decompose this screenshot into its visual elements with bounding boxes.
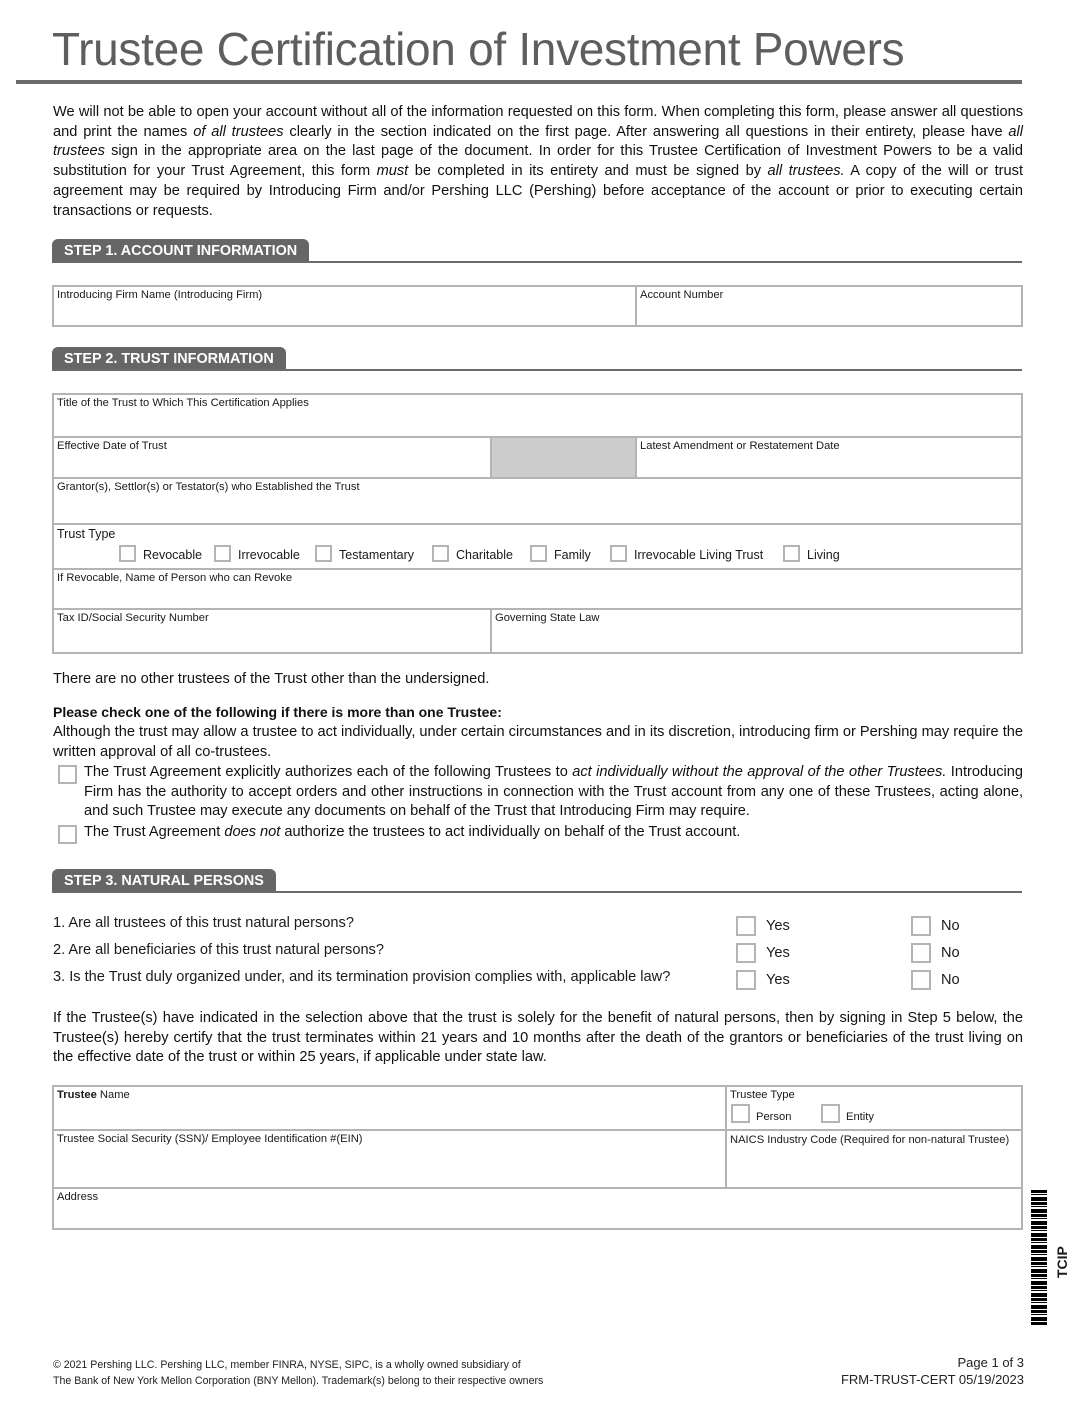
trustee-type-label: Trustee Type	[730, 1089, 795, 1101]
copyright-notice	[53, 1357, 543, 1389]
natural-persons-certification: If the Trustee(s) have indicated in the selection above that the trust is solely for the benefit of natural persons, then by signing in Step 5 below, the Trustee(s) hereby certify that the trust terminates within 21 years and 10 months after the death of the grantors or beneficiaries of the trust living on the effective date of the trust or within 25 years, if applicable under state law.	[53, 1010, 1023, 1066]
q1-no[interactable]	[911, 916, 960, 936]
checkbox-icon[interactable]	[315, 545, 332, 562]
checkbox-icon[interactable]	[610, 545, 627, 562]
option-a-text	[84, 763, 1023, 822]
page-title: Trustee Certification of Investment Powers	[52, 23, 905, 75]
trustee-type-entity[interactable]	[821, 1104, 874, 1123]
option-label: Living	[807, 548, 840, 562]
intro-emphasis: of all trustees	[193, 123, 284, 140]
firm-name-label: Introducing Firm Name (Introducing Firm)	[57, 289, 263, 301]
copyright-line-2: The Bank of New York Mellon Corporation (BNY Mellon). Trademark(s) belong to their respective owners	[53, 1375, 544, 1387]
trust-type-testamentary[interactable]	[315, 545, 414, 562]
intro-text: A copy of the will or trust agreement may be required by Introducing Firm and/or Pershing LLC (Pershing) before acceptance of the account or prior to executing certain transactions or requests.	[53, 163, 1023, 219]
trustee-type-group	[725, 1087, 1021, 1130]
trust-type-charitable[interactable]	[432, 545, 513, 562]
q2-yes[interactable]	[736, 943, 790, 963]
checkbox-icon[interactable]	[736, 970, 756, 990]
intro-paragraph	[53, 103, 1023, 221]
checkbox-icon[interactable]	[783, 545, 800, 562]
step1-table	[52, 285, 1023, 327]
option-a-text-part: Introducing Firm has the authority to accept orders and other instructions in connection with the Trust account from any one of these Trustees, acting alone, and such Trustee may execute any documents on behalf of the Trust that Introducing Firm may require.	[84, 764, 1023, 820]
checkbox-icon[interactable]	[214, 545, 231, 562]
barcode-icon	[1031, 1190, 1047, 1325]
option-label: Charitable	[456, 548, 513, 562]
step2-rule	[52, 369, 1022, 371]
effective-date-label: Effective Date of Trust	[57, 440, 167, 452]
grantors-label: Grantor(s), Settlor(s) or Testator(s) who Established the Trust	[57, 481, 360, 493]
yes-label: Yes	[766, 918, 790, 934]
no-other-trustees-text: There are no other trustees of the Trust other than the undersigned.	[53, 671, 490, 687]
checkbox-icon[interactable]	[119, 545, 136, 562]
tax-id-label: Tax ID/Social Security Number	[57, 612, 209, 624]
multi-trustee-heading: Please check one of the following if there is more than one Trustee:	[53, 704, 502, 720]
account-number-field[interactable]	[635, 287, 1021, 325]
page-info	[841, 1354, 1024, 1388]
q2-no[interactable]	[911, 943, 960, 963]
shaded-blank-cell	[490, 436, 636, 478]
amendment-date-label: Latest Amendment or Restatement Date	[640, 440, 840, 452]
step3-rule	[52, 891, 1022, 893]
firm-name-field[interactable]	[54, 287, 636, 325]
trust-type-irrevocable[interactable]	[214, 545, 300, 562]
revoker-label: If Revocable, Name of Person who can Revoke	[57, 572, 293, 584]
trustee-ssn-field[interactable]	[54, 1129, 726, 1188]
trust-type-living[interactable]	[783, 545, 840, 562]
q1-yes[interactable]	[736, 916, 790, 936]
barcode-label: TCIP	[1054, 1246, 1070, 1278]
intro-text: be completed in its entirety and must be signed by	[408, 163, 768, 180]
step1-header	[52, 239, 1022, 263]
no-label: No	[941, 918, 960, 934]
tax-id-field[interactable]	[54, 608, 491, 652]
step1-heading: STEP 1. ACCOUNT INFORMATION	[52, 239, 309, 263]
q3-yes[interactable]	[736, 970, 790, 990]
option-label: Family	[554, 548, 591, 562]
option-b-text-part: The Trust Agreement	[84, 824, 225, 840]
checkbox-icon[interactable]	[530, 545, 547, 562]
step3-heading: STEP 3. NATURAL PERSONS	[52, 869, 276, 893]
naics-code-field[interactable]	[725, 1129, 1021, 1188]
trust-type-group	[54, 523, 1021, 569]
effective-date-field[interactable]	[54, 436, 491, 478]
naics-code-label: NAICS Industry Code (Required for non-natural Trustee)	[730, 1134, 1010, 1146]
trust-type-irrevocable-living[interactable]	[610, 545, 763, 562]
trustee-ssn-label: Trustee Social Security (SSN)/ Employee Identification #(EIN)	[57, 1133, 363, 1145]
governing-law-label: Governing State Law	[495, 612, 600, 624]
governing-law-field[interactable]	[490, 608, 1021, 652]
trust-title-label: Title of the Trust to Which This Certification Applies	[57, 397, 309, 409]
checkbox-icon[interactable]	[58, 825, 77, 844]
account-number-label: Account Number	[640, 289, 724, 301]
step3-header	[52, 869, 1022, 893]
question-1: 1. Are all trustees of this trust natural persons?	[53, 915, 354, 931]
checkbox-icon[interactable]	[911, 943, 931, 963]
q3-no[interactable]	[911, 970, 960, 990]
address-field[interactable]	[54, 1187, 1021, 1228]
no-label: No	[941, 945, 960, 961]
trust-type-family[interactable]	[530, 545, 591, 562]
trust-title-field[interactable]	[54, 395, 1021, 437]
checkbox-icon[interactable]	[736, 916, 756, 936]
page-number: Page 1 of 3	[957, 1355, 1024, 1370]
amendment-date-field[interactable]	[635, 436, 1021, 478]
trustee-name-label-bold: Trustee	[57, 1089, 97, 1101]
step2-table	[52, 393, 1023, 654]
option-label: Testamentary	[339, 548, 415, 562]
multi-trustee-intro: Although the trust may allow a trustee to act individually, under certain circumstances and in its discretion, introducing firm or Pershing may require the written approval of all co-trustees.	[53, 724, 1023, 760]
intro-emphasis: must	[376, 163, 409, 180]
checkbox-icon[interactable]	[731, 1104, 750, 1123]
intro-text: clearly in the section indicated on the first page. After answering all questions in their entirety, please have	[283, 123, 1009, 140]
option-label: Irrevocable	[238, 548, 300, 562]
step2-header	[52, 347, 1022, 371]
intro-emphasis: all trustees.	[767, 163, 845, 180]
trust-type-revocable[interactable]	[119, 545, 202, 562]
question-3: 3. Is the Trust duly organized under, and its termination provision complies with, applicable law?	[53, 969, 671, 985]
copyright-line-1: © 2021 Pershing LLC. Pershing LLC, member FINRA, NYSE, SIPC, is a wholly owned subsidiary of	[53, 1359, 521, 1371]
grantors-field[interactable]	[54, 477, 1021, 524]
option-b-text-part: authorize the trustees to act individually on behalf of the Trust account.	[280, 824, 741, 840]
checkbox-icon[interactable]	[58, 765, 77, 784]
checkbox-icon[interactable]	[821, 1104, 840, 1123]
option-b-emphasis: does not	[224, 824, 281, 840]
step1-rule	[52, 261, 1022, 263]
form-id: FRM-TRUST-CERT 05/19/2023	[840, 1372, 1024, 1387]
revoker-field[interactable]	[54, 568, 1021, 609]
trust-type-label: Trust Type	[57, 527, 116, 541]
option-b-text	[84, 823, 1023, 843]
intro-emphasis: all trustees	[53, 123, 1024, 160]
trustee-name-label: Name	[96, 1089, 130, 1101]
no-label: No	[941, 972, 960, 988]
option-label: Irrevocable Living Trust	[634, 548, 764, 562]
option-label: Revocable	[143, 548, 203, 562]
yes-label: Yes	[766, 945, 790, 961]
intro-text: We will not be able to open your account without all of the information requested on this form. When completing this form, please answer all questions and print the names	[53, 104, 1023, 140]
address-label: Address	[57, 1191, 99, 1203]
trustee-name-field[interactable]	[54, 1087, 726, 1130]
option-label: Entity	[846, 1111, 874, 1123]
checkbox-icon[interactable]	[432, 545, 449, 562]
yes-label: Yes	[766, 972, 790, 988]
option-a-checkbox[interactable]	[58, 765, 77, 784]
option-b-checkbox[interactable]	[58, 825, 77, 844]
trustee-type-person[interactable]	[731, 1104, 791, 1123]
checkbox-icon[interactable]	[911, 916, 931, 936]
intro-text: sign in the appropriate area on the last page of the document. In order for this Trustee Certification of Investment Powers to be a valid substitution for your Trust Agreement, this form	[53, 143, 1023, 180]
step2-heading: STEP 2. TRUST INFORMATION	[52, 347, 286, 371]
option-a-text-part: The Trust Agreement explicitly authorizes each of the following Trustees to	[84, 764, 573, 780]
trustee-table	[52, 1085, 1023, 1230]
question-2: 2. Are all beneficiaries of this trust natural persons?	[53, 942, 384, 958]
title-divider	[16, 80, 1022, 84]
checkbox-icon[interactable]	[736, 943, 756, 963]
option-label: Person	[756, 1111, 792, 1123]
option-a-emphasis: act individually without the approval of the other Trustees.	[572, 764, 947, 780]
checkbox-icon[interactable]	[911, 970, 931, 990]
